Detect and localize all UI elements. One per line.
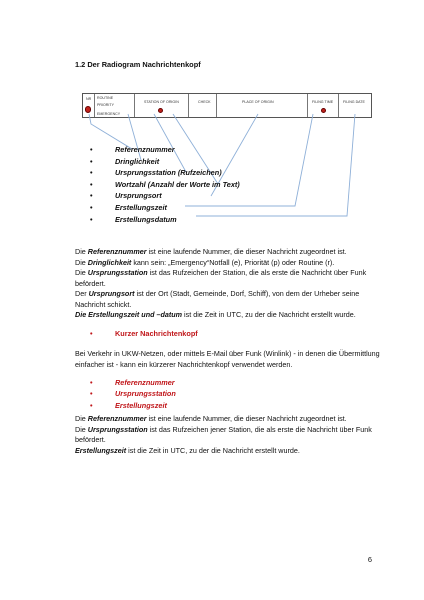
form-label-check: CHECK [198, 100, 211, 104]
list-item: • Referenznummer [90, 144, 240, 156]
text: Die [75, 414, 88, 423]
list-item: • Ursprungsstation (Rufzeichen) [90, 167, 240, 179]
subsection-title: • Kurzer Nachrichtenkopf [90, 328, 198, 340]
term: Referenznummer [87, 247, 147, 256]
list-item: • Erstellungszeit [90, 400, 176, 411]
term: Die Erstellungszeit und –datum [75, 310, 183, 319]
text: ist die Zeit in UTC, zu der die Nachricht erstellt wurde. [126, 445, 300, 455]
form-label-nr: NR [86, 97, 92, 101]
term: Dringlichkeit [87, 257, 132, 267]
list-item: • Ursprungsstation [90, 388, 176, 399]
list-item: • Dringlichkeit [90, 156, 240, 168]
text: ist das Rufzeichen der Station, die als erste die Nachricht über Funk befördert. [75, 268, 367, 288]
short-header-fields-list [90, 377, 176, 411]
term: Ursprungsort [88, 289, 135, 298]
text-line [75, 289, 380, 310]
text-line [75, 268, 380, 289]
form-label-priority: PRIORITY [97, 103, 114, 107]
text: Die [75, 268, 88, 277]
text: ist das Rufzeichen jener Station, die als erste die Nachricht über Funk befördert. [75, 424, 372, 444]
text: Die [75, 257, 88, 267]
term: Ursprungsstation [87, 268, 148, 277]
term: Ursprungsstation [87, 424, 148, 434]
text: Die [75, 247, 88, 256]
section-heading: 1.2 Der Radiogram Nachrichtenkopf [75, 60, 201, 69]
text: ist eine laufende Nummer, die dieser Nachricht zugeordnet ist. [146, 414, 347, 423]
list-item: • Wortzahl (Anzahl der Worte im Text) [90, 179, 240, 191]
term: Referenznummer [87, 414, 147, 423]
short-header-explanation [75, 414, 380, 456]
list-item: • Erstellungszeit [90, 202, 240, 214]
text: ist die Zeit in UTC, zu der die Nachricht erstellt wurde. [182, 310, 356, 319]
form-label-emergency: EMERGENCY [97, 111, 121, 116]
text: ist der Ort (Stadt, Gemeinde, Dorf, Schiff), von dem der Urheber seine Nachricht schickt. [75, 289, 360, 309]
form-label-place-of-origin: PLACE OF ORIGIN [242, 100, 274, 104]
text: Der [75, 289, 89, 298]
text-line [75, 414, 380, 425]
short-header-paragraph: Bei Verkehr in UKW-Netzen, oder mittels E-Mail über Funk (Winlink) - in denen die Übermittlung einfacher ist - kann ein kürzerer Nachrichtenkopf verwendet werden. [75, 349, 380, 369]
form-label-routine: ROUTINE [97, 95, 114, 100]
text: Die [75, 424, 88, 434]
text: ist eine laufende Nummer, die dieser Nachricht zugeordnet ist. [146, 247, 347, 256]
text-line [75, 247, 380, 258]
text-line [75, 258, 380, 269]
form-label-station-of-origin: STATION OF ORIGIN [144, 100, 179, 104]
header-fields-list [90, 144, 240, 225]
form-label-filing-date: FILING DATE [343, 100, 365, 104]
text-line [75, 446, 380, 457]
short-header-title-list [90, 328, 198, 340]
list-item: • Ursprungsort [90, 190, 240, 202]
list-item: • Referenznummer [90, 377, 176, 388]
text-line [75, 425, 380, 446]
term: Erstellungszeit [75, 445, 127, 455]
list-item: • Erstellungsdatum [90, 214, 240, 226]
explanation-paragraph [75, 247, 380, 321]
text: kann sein: „Emergency“Notfall (e), Priorität (p) oder Routine (r). [131, 257, 335, 267]
form-label-filing-time: FILING TIME [312, 100, 334, 104]
text-line [75, 310, 380, 321]
page-number: 6 [367, 555, 372, 564]
